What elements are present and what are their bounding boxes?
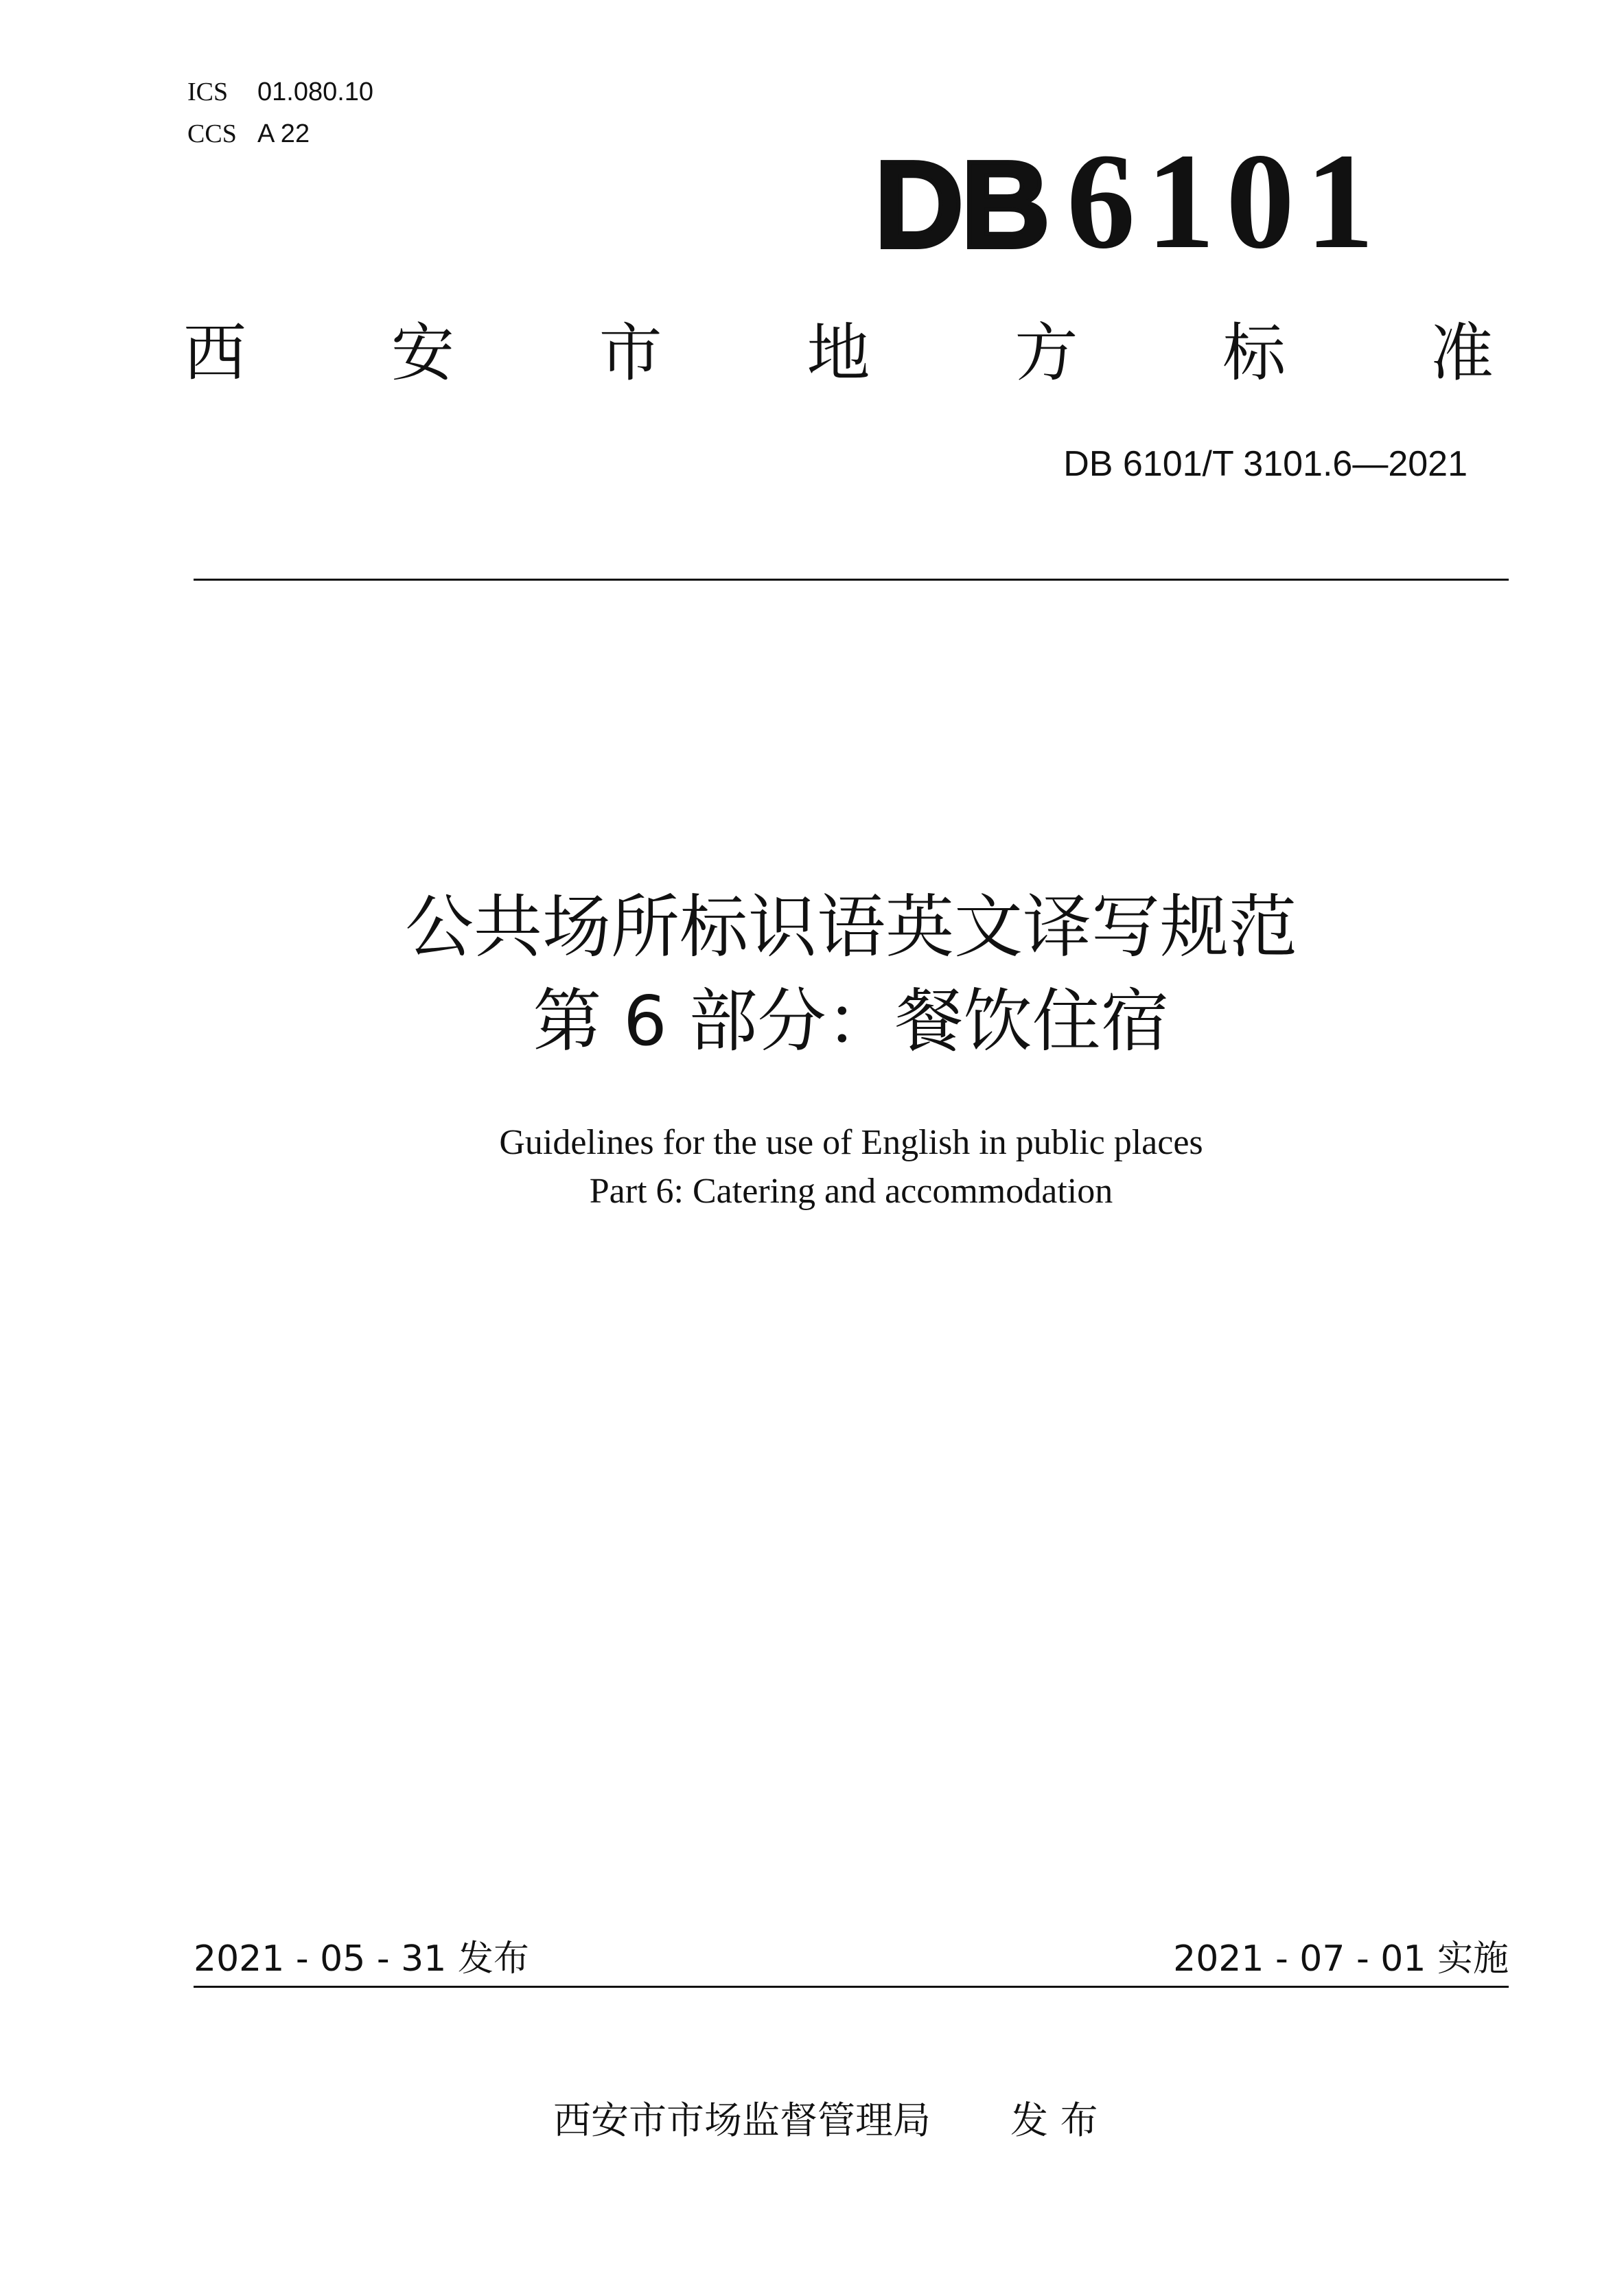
standard-type-char: 西	[183, 316, 247, 390]
title-en-line-1: Guidelines for the use of English in public places	[499, 1123, 1203, 1162]
implementation-date: 2021 - 07 - 01 实施	[1173, 1938, 1509, 1980]
issuer-line	[553, 2100, 1098, 2141]
title-english	[194, 1118, 1509, 1216]
title-zh-line-2: 第 6 部分：餐饮住宿	[533, 981, 1170, 1061]
ccs-label: CCS	[187, 119, 237, 148]
standard-type-char: 安	[391, 316, 454, 390]
ccs-code: A 22	[257, 119, 310, 148]
ics-label: ICS	[187, 78, 229, 106]
dates-row	[194, 1940, 1509, 1978]
title-chinese	[194, 880, 1509, 1068]
logo-prefix: DB	[874, 136, 1047, 274]
bottom-divider	[194, 1986, 1509, 1988]
top-divider	[194, 579, 1509, 581]
title-zh-line-1: 公共场所标识语英文译写规范	[405, 887, 1297, 967]
ics-code: 01.080.10	[257, 78, 374, 106]
standard-type-char: 方	[1014, 316, 1078, 390]
issuer-name: 西安市市场监督管理局	[553, 2098, 931, 2142]
standard-number: DB 6101/T 3101.6—2021	[1063, 444, 1468, 484]
db-logo	[874, 126, 1385, 277]
issuer-action: 发 布	[1010, 2098, 1098, 2142]
classification-codes	[187, 79, 373, 147]
title-en-line-2: Part 6: Catering and accommodation	[589, 1172, 1113, 1211]
issue-date: 2021 - 05 - 31 发布	[194, 1938, 529, 1980]
ccs-row	[187, 121, 373, 147]
standard-type-char: 市	[599, 316, 662, 390]
ics-row	[187, 79, 373, 105]
standard-type-char: 标	[1222, 316, 1286, 390]
standard-type-heading	[183, 316, 1494, 390]
standard-type-char: 准	[1430, 316, 1494, 390]
logo-code: 6101	[1066, 126, 1385, 277]
standard-type-char: 地	[807, 316, 870, 390]
